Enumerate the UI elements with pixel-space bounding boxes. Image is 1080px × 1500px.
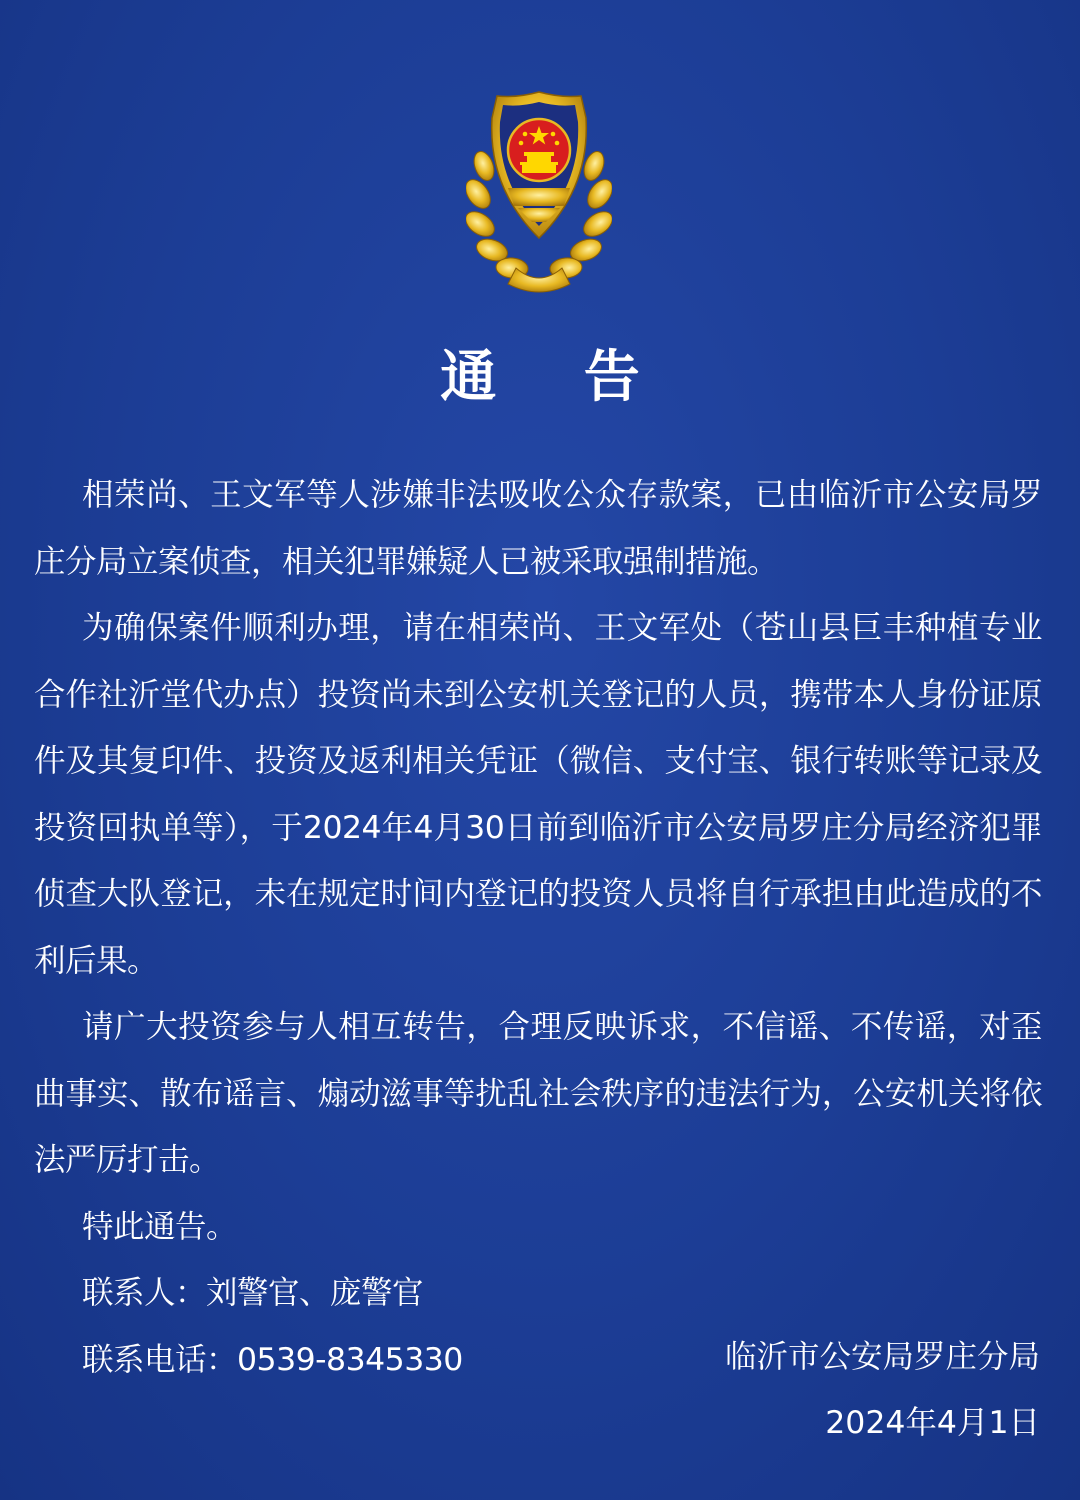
notice-paragraph: 为确保案件顺利办理，请在相荣尚、王文军处（苍山县巨丰种植专业合作社沂堂代办点）投资尚未到公安机关登记的人员，携带本人身份证原件及其复印件、投资及返利相关凭证（微信、支付宝、银行转账等记录及投资回执单等），于2024年4月30日前到临沂市公安局罗庄分局经济犯罪侦查大队登记，未在规定时间内登记的投资人员将自行承担由此造成的不利后果。 [34,610,1042,979]
issue-date: 2024年4月1日 [825,1405,1040,1441]
notice-body [34,462,1042,1393]
notice-paragraph: 请广大投资参与人相互转告，合理反映诉求，不信谣、不传谣，对歪曲事实、散布谣言、煽动滋事等扰乱社会秩序的违法行为，公安机关将依法严厉打击。 [34,1009,1042,1178]
signature-block [725,1324,1040,1456]
contact-person: 联系人：刘警官、庞警官 [82,1275,424,1311]
contact-phone: 联系电话：0539-8345330 [82,1341,463,1378]
police-emblem-icon [466,88,612,294]
notice-title: 通 告 [440,345,674,410]
closing-statement: 特此通告。 [82,1208,238,1245]
issuer-name: 临沂市公安局罗庄分局 [724,1339,1040,1375]
notice-paragraph: 相荣尚、王文军等人涉嫌非法吸收公众存款案，已由临沂市公安局罗庄分局立案侦查，相关犯罪嫌疑人已被采取强制措施。 [34,477,1042,580]
